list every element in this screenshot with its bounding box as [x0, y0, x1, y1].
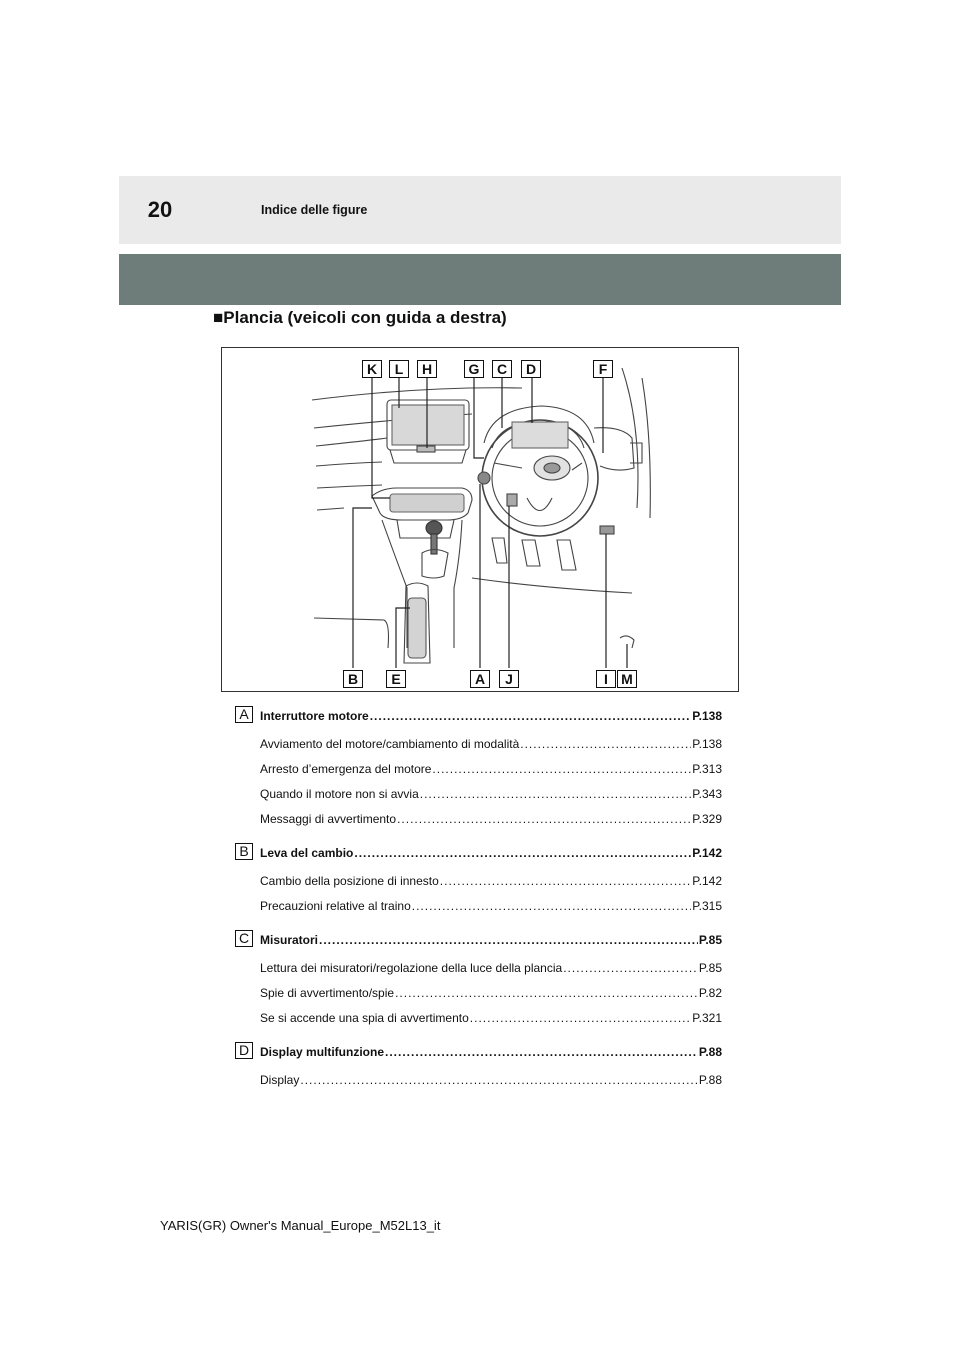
entry-item-label: Cambio della posizione di innesto [260, 874, 439, 888]
entry-item-label: Arresto d’emergenza del motore [260, 762, 432, 776]
entry-item-row [260, 762, 722, 778]
section-title: Indice delle figure [261, 203, 368, 217]
page-header [119, 176, 841, 244]
entry-letter-a: A [235, 706, 253, 723]
callout-top-2: L [389, 360, 409, 378]
entry-item-page[interactable]: P.315 [692, 899, 722, 913]
entry-item-row [260, 986, 722, 1002]
entry-page[interactable]: P.138 [692, 709, 722, 723]
entry-item-label: Spie di avvertimento/spie [260, 986, 395, 1000]
entry-title-row [260, 1045, 722, 1061]
entry-title: Interruttore motore [260, 709, 369, 723]
entry-item-label: Lettura dei misuratori/regolazione della luce della plancia [260, 961, 563, 975]
callout-bottom-1: B [343, 670, 363, 688]
callout-bottom-3: A [470, 670, 490, 688]
entry-item-page[interactable]: P.343 [692, 787, 722, 801]
entry-item-row [260, 961, 722, 977]
entry-letter-d: D [235, 1042, 253, 1059]
callout-top-5: C [492, 360, 512, 378]
callout-top-3: H [417, 360, 437, 378]
entry-page[interactable]: P.85 [698, 933, 722, 947]
entry-title-row [260, 846, 722, 862]
callout-top-1: K [362, 360, 382, 378]
callout-bottom-2: E [386, 670, 406, 688]
callout-bottom-4: J [499, 670, 519, 688]
dashboard-figure [221, 347, 739, 692]
entry-item-page[interactable]: P.142 [692, 874, 722, 888]
entry-item-page[interactable]: P.321 [692, 1011, 722, 1025]
entry-title-row [260, 933, 722, 949]
entry-item-page[interactable]: P.313 [692, 762, 722, 776]
callout-top-6: D [521, 360, 541, 378]
footer-manual-id: YARIS(GR) Owner's Manual_Europe_M52L13_it [160, 1218, 441, 1233]
entry-page[interactable]: P.88 [698, 1045, 722, 1059]
entry-title: Display multifunzione [260, 1045, 385, 1059]
entry-item-row [260, 1073, 722, 1089]
callout-bottom-6: M [617, 670, 637, 688]
entry-item-row [260, 812, 722, 828]
entry-letter-b: B [235, 843, 253, 860]
header-band [119, 254, 841, 305]
entry-page[interactable]: P.142 [692, 846, 722, 860]
entry-item-label: Display [260, 1073, 300, 1087]
entry-item-label: Quando il motore non si avvia [260, 787, 419, 801]
entry-item-row [260, 899, 722, 915]
entry-item-row [260, 787, 722, 803]
dashboard-illustration [222, 348, 740, 693]
entry-item-label: Messaggi di avvertimento [260, 812, 397, 826]
entry-item-page[interactable]: P.88 [698, 1073, 722, 1087]
entry-title: Misuratori [260, 933, 319, 947]
entry-item-page[interactable]: P.329 [692, 812, 722, 826]
page-number: 20 [147, 197, 173, 222]
entry-item-page[interactable]: P.85 [698, 961, 722, 975]
entry-item-label: Avviamento del motore/cambiamento di modalità [260, 737, 520, 751]
subheading: ■Plancia (veicoli con guida a destra) [213, 308, 507, 327]
callout-top-7: F [593, 360, 613, 378]
entry-item-row [260, 1011, 722, 1027]
entry-item-row [260, 874, 722, 890]
entry-letter-c: C [235, 930, 253, 947]
entry-item-label: Se si accende una spia di avvertimento [260, 1011, 469, 1025]
entry-title: Leva del cambio [260, 846, 354, 860]
entry-item-page[interactable]: P.82 [698, 986, 722, 1000]
entry-item-row [260, 737, 722, 753]
entry-item-page[interactable]: P.138 [692, 737, 722, 751]
callout-bottom-5: I [596, 670, 616, 688]
entry-title-row [260, 709, 722, 725]
entry-item-label: Precauzioni relative al traino [260, 899, 411, 913]
callout-top-4: G [464, 360, 484, 378]
